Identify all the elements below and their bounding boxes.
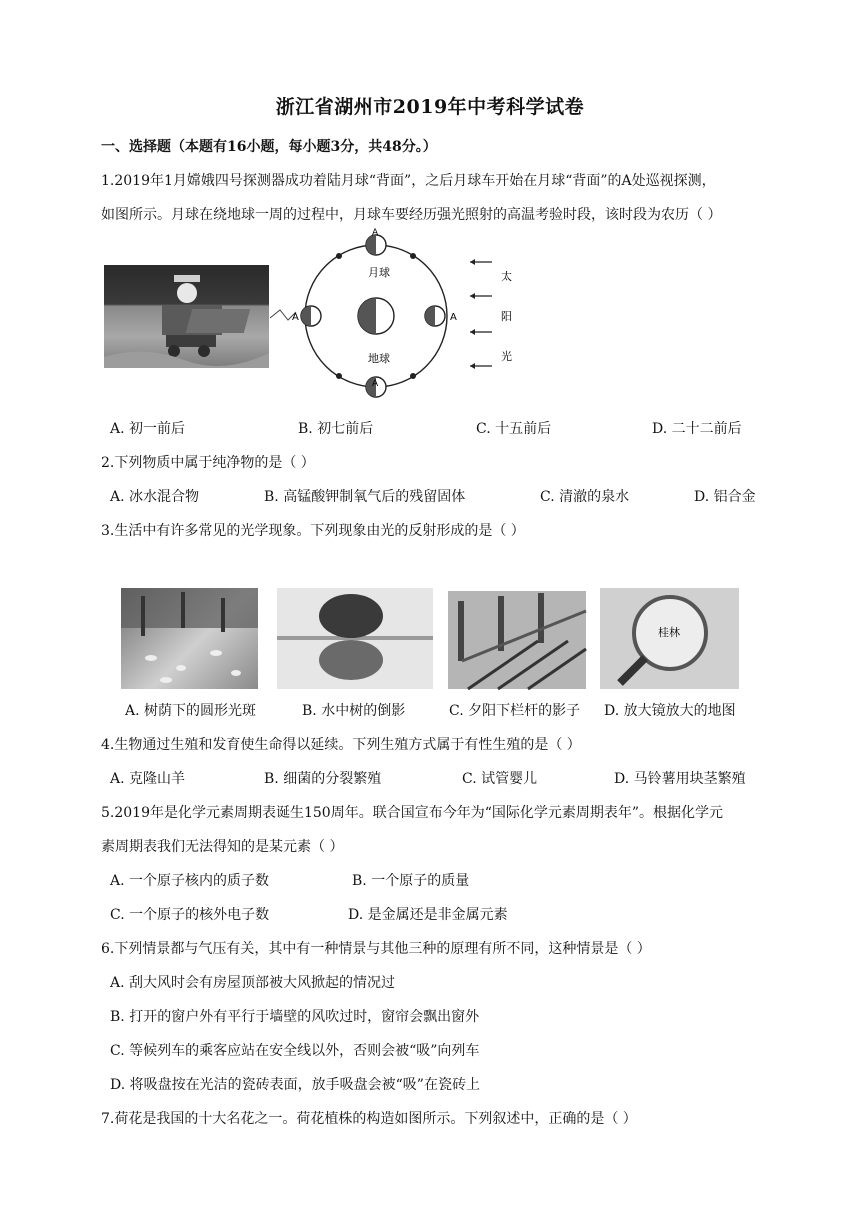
sunlight-char-2: 阳 <box>501 310 512 323</box>
q5-option-d: D. 是金属还是非金属元素 <box>348 907 508 923</box>
q6-text: 6.下列情景都与气压有关，其中有一种情景与其他三种的原理有所不同，这种情景是（ ） <box>101 941 651 957</box>
q2-option-c: C. 清澈的泉水 <box>540 489 630 505</box>
q6-option-b: B. 打开的窗户外有平行于墙壁的风吹过时，窗帘会飘出窗外 <box>110 1009 480 1025</box>
q2-text: 2.下列物质中属于纯净物的是（ ） <box>101 455 315 471</box>
sunlight-char-3: 光 <box>501 350 512 363</box>
page-title: 浙江省湖州市2019年中考科学试卷 <box>275 96 585 118</box>
q5-option-a: A. 一个原子核内的质子数 <box>110 873 270 889</box>
tree-reflection-photo <box>277 588 433 689</box>
q1-text-line2: 如图所示。月球在绕地球一周的过程中，月球车要经历强光照射的高温考验时段，该时段为农历（ ） <box>101 207 722 223</box>
section-heading: 一、选择题（本题有16小题，每小题3分，共48分。） <box>101 139 437 155</box>
q1-text-line1: 1.2019年1月嫦娥四号探测器成功着陆月球“背面”，之后月球车开始在月球“背面”的A处巡视探测， <box>101 173 716 189</box>
q2-option-d: D. 铝合金 <box>694 489 756 505</box>
q6-option-a: A. 刮大风时会有房屋顶部被大风掀起的情况过 <box>110 975 396 991</box>
q3-option-c: C. 夕阳下栏杆的影子 <box>449 703 581 719</box>
point-a-bottom: A <box>372 379 379 389</box>
point-a-left: A <box>292 312 299 323</box>
q4-option-d: D. 马铃薯用块茎繁殖 <box>614 771 746 787</box>
q4-option-a: A. 克隆山羊 <box>110 771 186 787</box>
q5-text-line1: 5.2019年是化学元素周期表诞生150周年。联合国宣布今年为“国际化学元素周期表年”。根据化学元 <box>101 805 724 821</box>
moon-orbit-diagram <box>270 228 530 396</box>
q1-option-b: B. 初七前后 <box>298 421 374 437</box>
earth-label: 地球 <box>368 352 390 365</box>
tree-shade-photo <box>121 588 258 689</box>
q2-option-a: A. 冰水混合物 <box>110 489 200 505</box>
q6-option-c: C. 等候列车的乘客应站在安全线以外，否则会被“吸”向列车 <box>110 1043 480 1059</box>
railing-shadow-photo <box>448 591 586 689</box>
magnifier-map-photo <box>600 588 739 689</box>
q4-option-b: B. 细菌的分裂繁殖 <box>264 771 382 787</box>
q1-option-c: C. 十五前后 <box>476 421 552 437</box>
q3-option-d: D. 放大镜放大的地图 <box>604 703 736 719</box>
q7-text: 7.荷花是我国的十大名花之一。荷花植株的构造如图所示。下列叙述中，正确的是（ ） <box>101 1111 637 1127</box>
lunar-rover-photo <box>104 265 269 368</box>
magnifier-map-label: 桂林 <box>658 626 680 639</box>
q3-option-b: B. 水中树的倒影 <box>302 703 406 719</box>
moon-label: 月球 <box>368 266 390 279</box>
q5-option-b: B. 一个原子的质量 <box>352 873 470 889</box>
q1-option-a: A. 初一前后 <box>110 421 186 437</box>
point-a-top: A <box>372 228 379 238</box>
point-a-right: A <box>450 312 457 323</box>
q5-option-c: C. 一个原子的核外电子数 <box>110 907 270 923</box>
sunlight-char-1: 太 <box>501 270 512 283</box>
q1-option-d: D. 二十二前后 <box>652 421 742 437</box>
q4-option-c: C. 试管婴儿 <box>462 771 538 787</box>
q4-text: 4.生物通过生殖和发育使生命得以延续。下列生殖方式属于有性生殖的是（ ） <box>101 737 581 753</box>
q6-option-d: D. 将吸盘按在光洁的瓷砖表面，放手吸盘会被“吸”在瓷砖上 <box>110 1077 480 1093</box>
q3-text: 3.生活中有许多常见的光学现象。下列现象由光的反射形成的是（ ） <box>101 523 525 539</box>
q5-text-line2: 素周期表我们无法得知的是某元素（ ） <box>101 839 344 855</box>
q2-option-b: B. 高锰酸钾制氧气后的残留固体 <box>264 489 466 505</box>
q3-option-a: A. 树荫下的圆形光斑 <box>125 703 257 719</box>
